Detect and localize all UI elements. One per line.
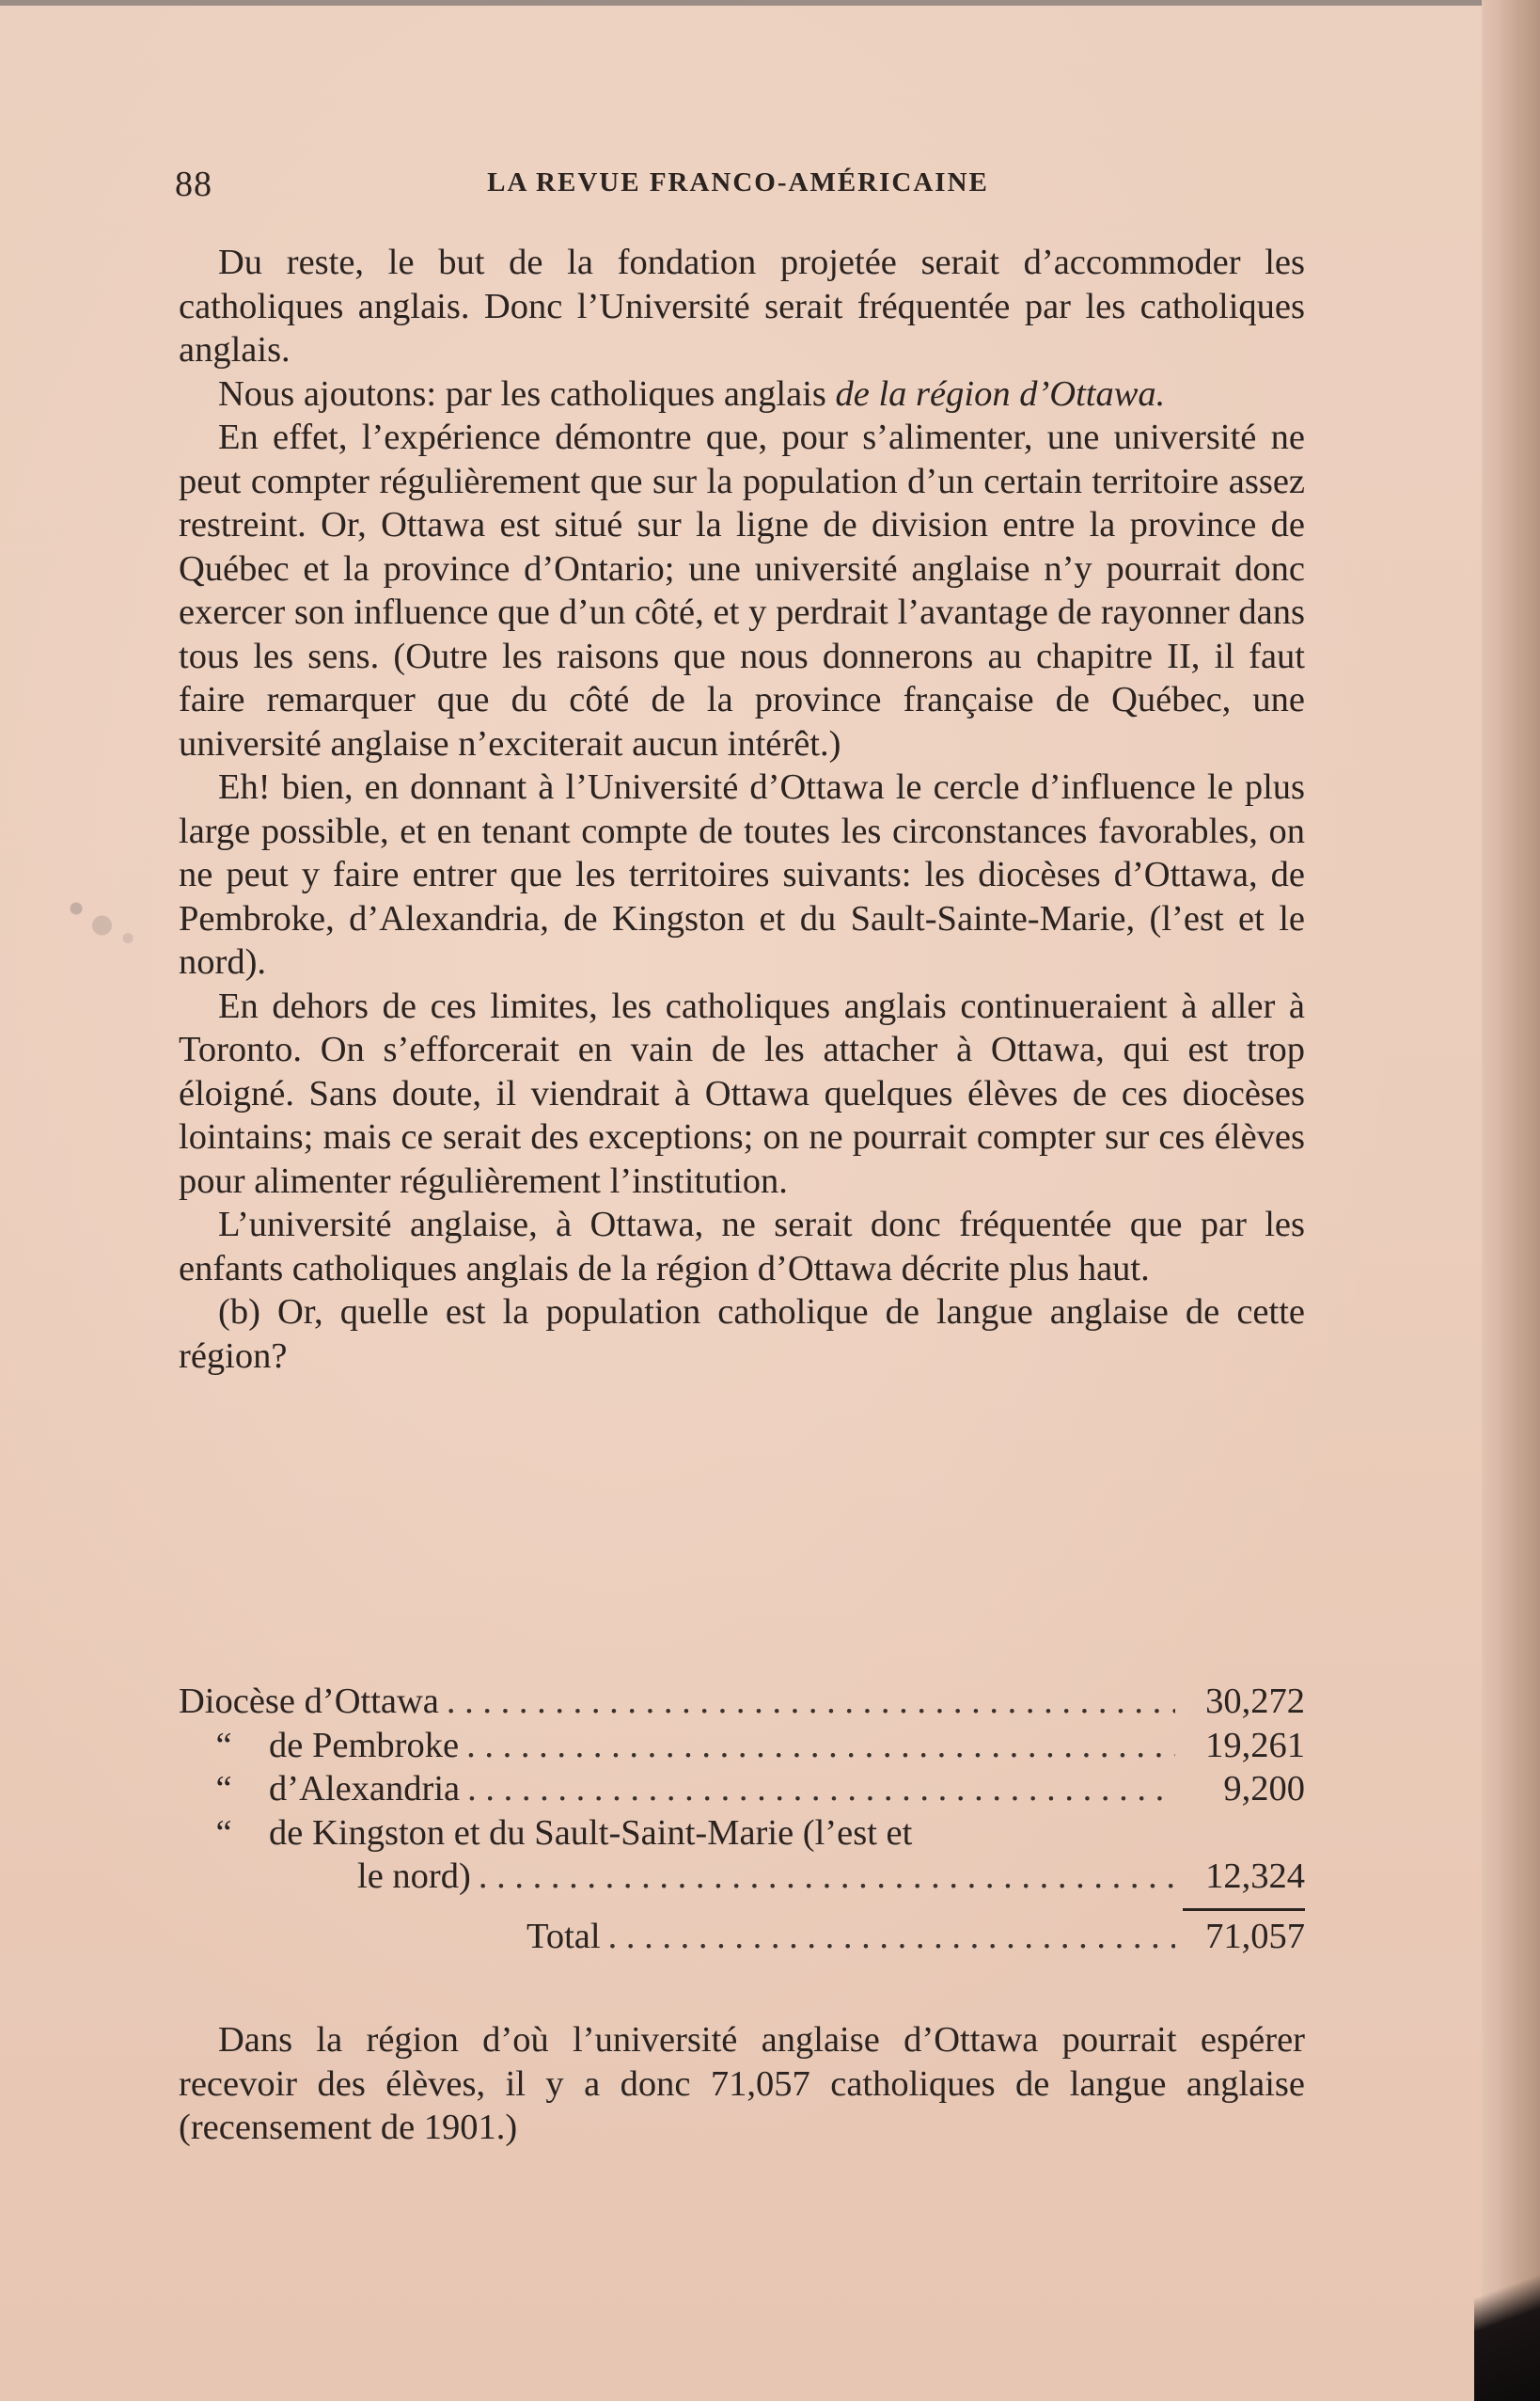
row-label: le nord) <box>357 1856 471 1896</box>
paragraph: (b) Or, quelle est la population catholique de langue anglaise de cette région? <box>179 1292 1305 1376</box>
body-text <box>179 241 1305 1378</box>
row-label: de Pembroke <box>269 1725 460 1765</box>
table-row <box>179 1680 1305 1724</box>
dot-leader <box>447 1680 1175 1724</box>
paragraph: L’université anglaise, à Ottawa, ne serait donc fréquentée que par les enfants catholiques anglais de la région d’Ottawa décrite plus haut. <box>179 1205 1305 1288</box>
running-title: LA REVUE FRANCO-AMÉRICAINE <box>487 167 989 197</box>
row-value: 9,200 <box>1223 1769 1305 1809</box>
dot-leader <box>479 1855 1175 1899</box>
population-table <box>179 1680 1305 1958</box>
ditto-mark: “ <box>215 1725 232 1765</box>
paragraph: Du reste, le but de la fondation projetée serait d’accommoder les catholiques anglais. Donc l’Université serait fréquentée par les catholiques anglais. <box>179 243 1305 370</box>
row-label: de Kingston et du Sault-Saint-Marie (l’est et <box>269 1812 913 1853</box>
scan-shadow <box>1474 2194 1540 2401</box>
total-value: 71,057 <box>1205 1916 1305 1956</box>
row-label: d’Alexandria <box>269 1769 461 1809</box>
sum-rule <box>1183 1908 1305 1911</box>
ditto-mark: “ <box>215 1769 232 1809</box>
table-row <box>179 1724 1305 1768</box>
page-number: 88 <box>175 165 212 204</box>
paragraph: En effet, l’expérience démontre que, pour s’alimenter, une université ne peut compter régulièrement que sur la population d’un certain territoire assez restreint. Or, Ottawa est situé sur la ligne de division entre la province de Québec et la province d’Ontario; une université anglaise n’y pourrait donc exercer son influence que d’un côté, et y perdrait l’avantage de rayonner dans tous les sens. (Outre les raisons que nous donnerons au chapitre II, il faut faire remarquer que du côté de la province française de Québec, une université anglaise n’exciterait aucun intérêt.) <box>179 418 1305 764</box>
dot-leader <box>608 1915 1175 1959</box>
row-value: 19,261 <box>1205 1725 1305 1765</box>
paragraph: Dans la région d’où l’université anglaise d’Ottawa pourrait espérer recevoir des élèves, il y a donc 71,057 catholiques de langue anglaise (recensement de 1901.) <box>179 2020 1305 2147</box>
paper-stain <box>45 875 149 959</box>
binding-gutter <box>1482 0 1540 2401</box>
paragraph: En dehors de ces limites, les catholiques anglais continueraient à aller à Toronto. On s’efforcerait en vain de les attacher à Ottawa, qui est trop éloigné. Sans doute, il viendrait à Ottawa quelques élèves de ces diocèses lointains; mais ce serait des exceptions; on ne pourrait compter sur ces élèves pour alimenter régulièrement l’institution. <box>179 986 1305 1201</box>
row-label: Diocèse d’Ottawa <box>179 1682 439 1721</box>
row-value: 12,324 <box>1205 1856 1305 1896</box>
dot-leader <box>466 1724 1175 1768</box>
running-header <box>175 164 1301 209</box>
table-row <box>179 1767 1305 1811</box>
paragraph <box>179 372 1305 417</box>
table-row <box>179 1811 1305 1856</box>
total-label: Total <box>526 1916 601 1956</box>
table-row <box>179 1855 1305 1899</box>
total-row <box>179 1915 1305 1959</box>
closing-text <box>179 2018 1305 2150</box>
ditto-mark: “ <box>215 1812 232 1853</box>
row-value: 30,272 <box>1205 1682 1305 1721</box>
dot-leader <box>467 1767 1175 1811</box>
page-top-edge <box>0 0 1485 6</box>
paragraph-text: Nous ajoutons: par les catholiques anglais <box>218 373 826 414</box>
emphasis: de la région d’Ottawa. <box>835 373 1166 414</box>
paragraph: Eh! bien, en donnant à l’Université d’Ottawa le cercle d’influence le plus large possible, et en tenant compte de toutes les circonstances favorables, on ne peut y faire entrer que les territoires suivants: les diocèses d’Ottawa, de Pembroke, d’Alexandria, de Kingston et du Sault-Sainte-Marie, (l’est et le nord). <box>179 767 1305 982</box>
